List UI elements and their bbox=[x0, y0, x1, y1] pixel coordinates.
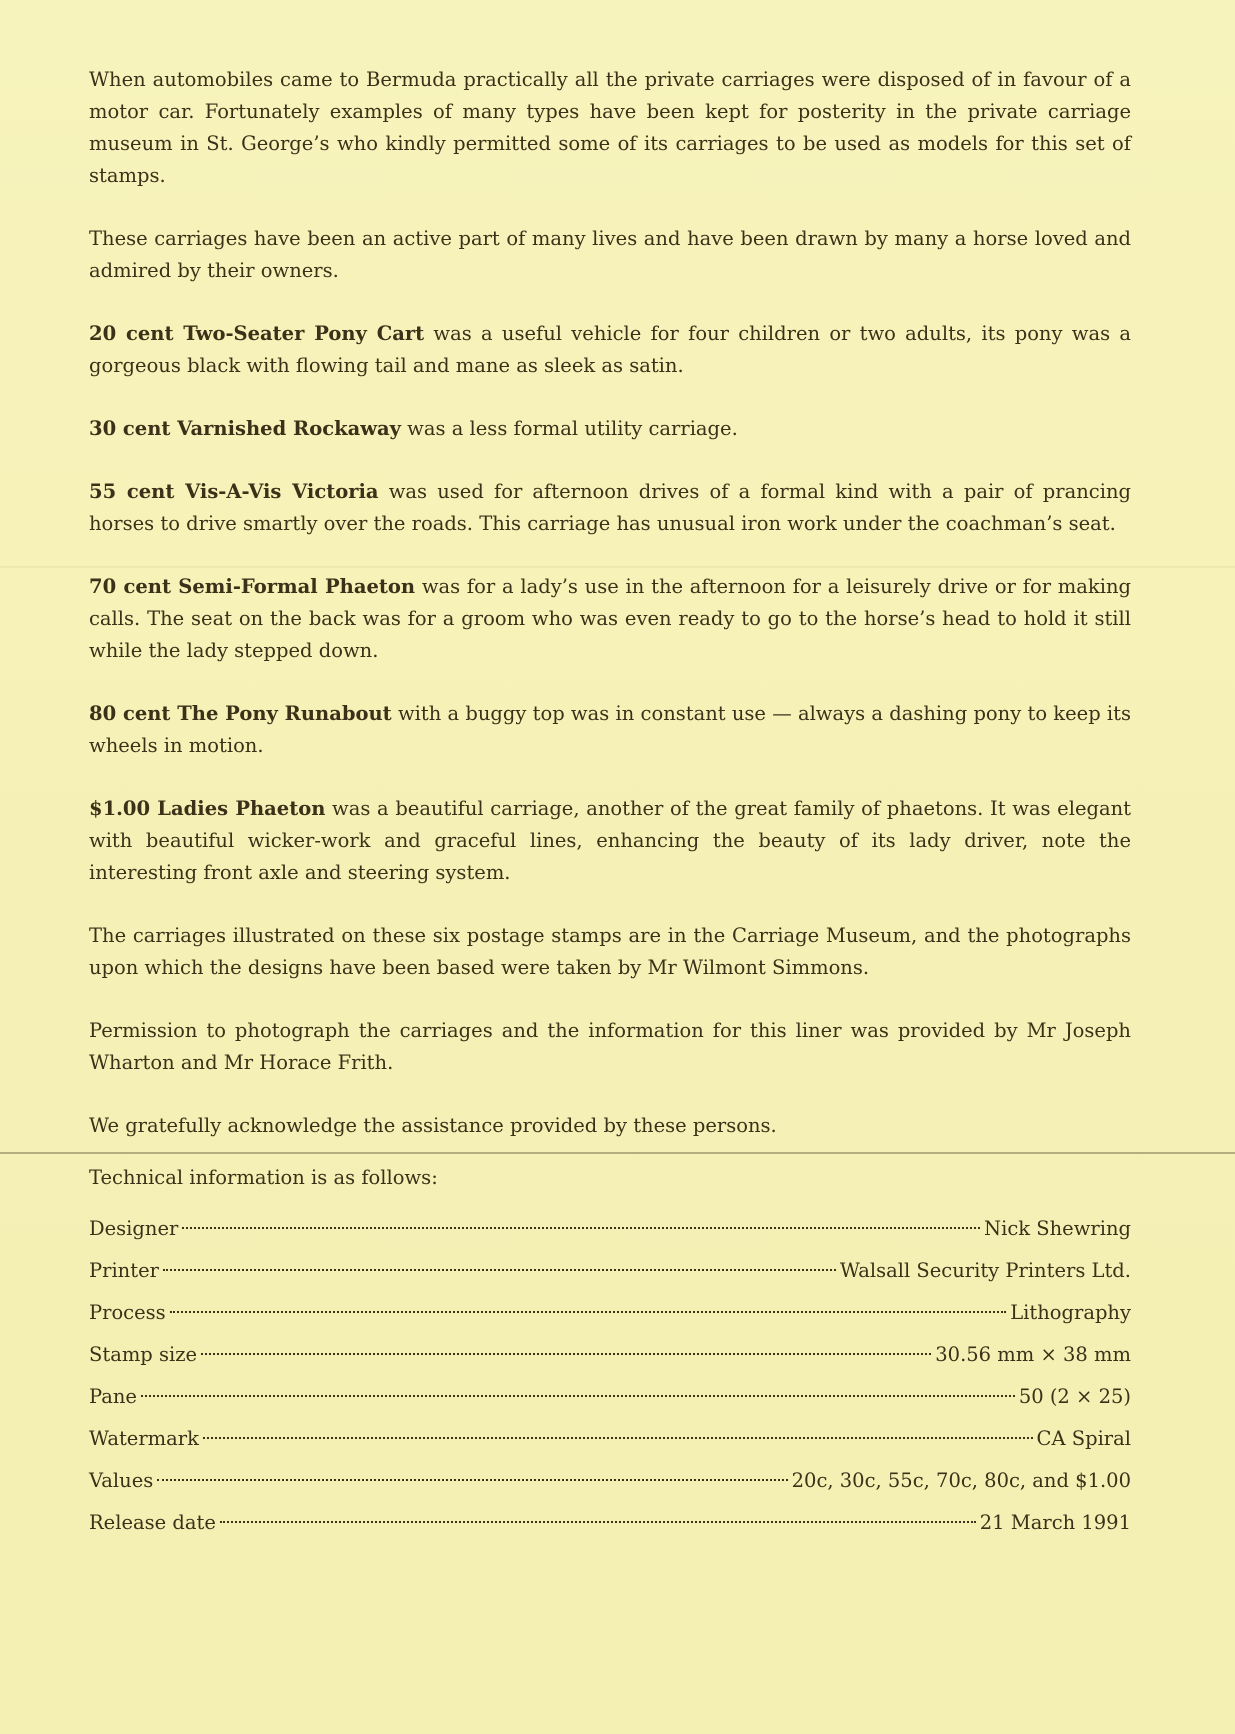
tech-value: 21 March 1991 bbox=[979, 1511, 1131, 1534]
tech-label: Designer bbox=[89, 1217, 179, 1240]
tech-row-values bbox=[89, 1465, 1131, 1507]
technical-intro: Technical information is as follows: bbox=[89, 1166, 438, 1189]
tech-value: 20c, 30c, 55c, 70c, 80c, and $1.00 bbox=[791, 1469, 1131, 1492]
dot-leader bbox=[220, 1521, 976, 1523]
stamp-title: 20 cent Two-Seater Pony Cart bbox=[89, 322, 425, 345]
tech-row-watermark bbox=[89, 1423, 1131, 1465]
tech-row-process bbox=[89, 1297, 1131, 1339]
stamp-description-70c bbox=[89, 571, 1138, 667]
stamp-description-100c bbox=[89, 793, 1138, 889]
tech-row-pane bbox=[89, 1381, 1131, 1423]
stamp-title: 30 cent Varnished Rockaway bbox=[89, 417, 401, 440]
tech-label: Watermark bbox=[89, 1427, 199, 1450]
tech-value: Lithography bbox=[1010, 1301, 1131, 1324]
stamp-title: 80 cent The Pony Runabout bbox=[89, 702, 392, 725]
stamp-title: $1.00 Ladies Phaeton bbox=[89, 797, 326, 820]
tech-label: Process bbox=[89, 1301, 166, 1324]
tech-row-printer bbox=[89, 1255, 1131, 1297]
tech-row-stamp-size bbox=[89, 1339, 1131, 1381]
acknowledgement-paragraph: We gratefully acknowledge the assistance provided by these persons. bbox=[89, 1114, 777, 1137]
stamp-title: 55 cent Vis-A-Vis Victoria bbox=[89, 480, 379, 503]
stamp-description-80c bbox=[89, 698, 1138, 762]
dot-leader bbox=[201, 1353, 931, 1355]
stamp-description-30c bbox=[89, 413, 1131, 445]
intro-paragraph: When automobiles came to Bermuda practically all the private carriages were disposed of in favour of a motor car. Fortunately examples of many types have been kept for posterity in the private carriage museum in St. George’s who kindly permitted some of its carriages to be used as models for this set of stamps. bbox=[89, 68, 1138, 187]
stamp-text: was for a lady’s use in the afternoon for a leisurely drive or for making calls. The seat on the back was for a groom who was even ready to go to the horse’s head to hold it still while the lady stepped down. bbox=[89, 575, 1138, 662]
dot-leader bbox=[141, 1395, 1015, 1397]
tech-value: Walsall Security Printers Ltd. bbox=[839, 1259, 1131, 1282]
tech-value: Nick Shewring bbox=[984, 1217, 1131, 1240]
dot-leader bbox=[170, 1311, 1007, 1313]
tech-value: CA Spiral bbox=[1036, 1427, 1131, 1450]
stamp-description-55c bbox=[89, 476, 1138, 540]
stamp-title: 70 cent Semi-Formal Phaeton bbox=[89, 575, 416, 598]
tech-row-designer bbox=[89, 1213, 1131, 1255]
dot-leader bbox=[203, 1437, 1033, 1439]
tech-row-release-date bbox=[89, 1507, 1131, 1549]
stamp-text: was a useful vehicle for four children or two adults, its pony was a gorgeous black with flowing tail and mane as sleek as satin. bbox=[89, 322, 1138, 377]
stamp-text: was a beautiful carriage, another of the great family of phaetons. It was elegant with beautiful wicker-work and graceful lines, enhancing the beauty of its lady driver, note the interesting front axle and steering system. bbox=[89, 797, 1138, 884]
stamp-text: was a less formal utility carriage. bbox=[400, 417, 738, 440]
dot-leader bbox=[182, 1227, 980, 1229]
tech-label: Pane bbox=[89, 1385, 137, 1408]
dot-leader bbox=[157, 1479, 787, 1481]
tech-value: 30.56 mm × 38 mm bbox=[935, 1343, 1131, 1366]
technical-table bbox=[89, 1213, 1131, 1549]
intro-paragraph: These carriages have been an active part of many lives and have been drawn by many a horse loved and admired by their owners. bbox=[89, 227, 1138, 282]
leaflet-text bbox=[89, 64, 1138, 1549]
credits-paragraph: The carriages illustrated on these six postage stamps are in the Carriage Museum, and the photographs upon which the designs have been based were taken by Mr Wilmont Simmons. bbox=[89, 924, 1138, 979]
stamp-description-20c bbox=[89, 318, 1138, 382]
tech-value: 50 (2 × 25) bbox=[1018, 1385, 1131, 1408]
tech-label: Stamp size bbox=[89, 1343, 198, 1366]
dot-leader bbox=[163, 1269, 836, 1271]
tech-label: Release date bbox=[89, 1511, 216, 1534]
stamp-text: with a buggy top was in constant use — always a dashing pony to keep its wheels in motion. bbox=[89, 702, 1138, 757]
tech-label: Printer bbox=[89, 1259, 159, 1282]
permission-paragraph: Permission to photograph the carriages and the information for this liner was provided by Mr Joseph Wharton and Mr Horace Frith. bbox=[89, 1019, 1138, 1074]
tech-label: Values bbox=[89, 1469, 154, 1492]
stamp-text: was used for afternoon drives of a formal kind with a pair of prancing horses to drive smartly over the roads. This carriage has unusual iron work under the coachman’s seat. bbox=[89, 480, 1138, 535]
